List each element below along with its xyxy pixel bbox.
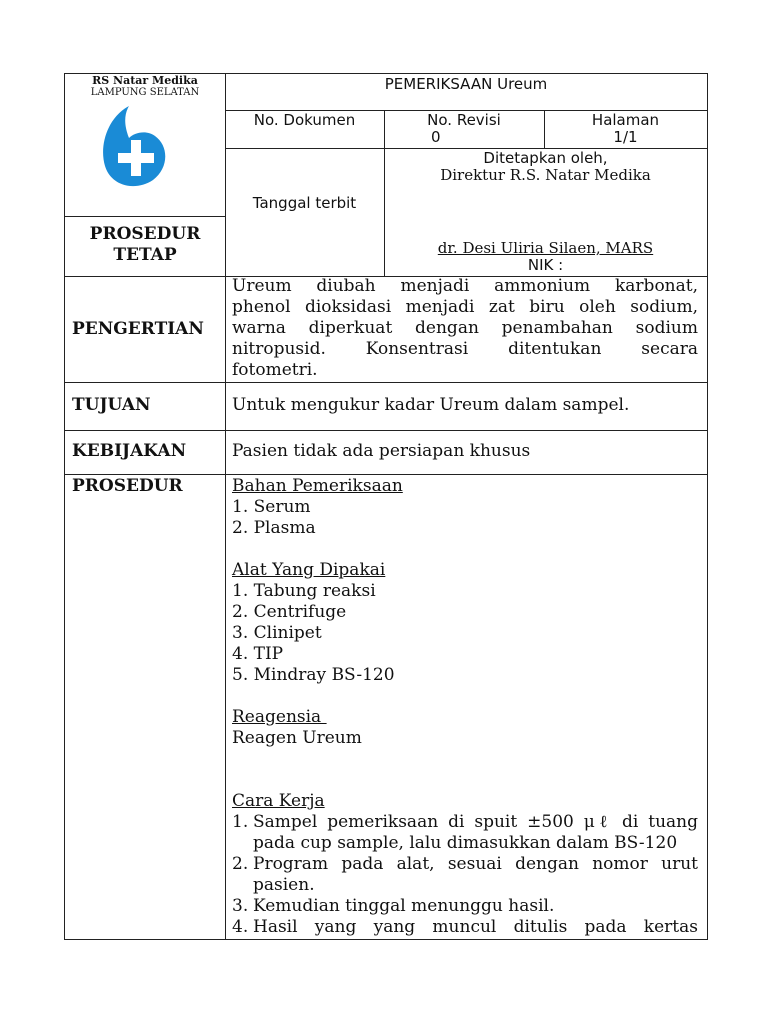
prosedur-content <box>232 476 698 938</box>
revision-block <box>384 112 544 146</box>
issue-date-label: Tanggal terbit <box>252 194 357 212</box>
hospital-name: RS Natar Medika <box>92 74 198 87</box>
step-number: 3. <box>232 896 249 916</box>
rule <box>65 474 707 475</box>
spacer <box>232 749 698 791</box>
pengertian-line: fotometri. <box>232 360 318 380</box>
step-line: pada cup sample, lalu dimasukkan dalam BS-120 <box>253 833 678 853</box>
sop-document <box>64 73 708 940</box>
hospital-region: LAMPUNG SELATAN <box>90 87 200 98</box>
rule <box>65 216 225 217</box>
pengertian-line: phenol dioksidasi menjadi zat biru oleh sodium, <box>232 297 698 317</box>
spacer <box>232 686 698 707</box>
bahan-item: 1. Serum <box>232 497 311 517</box>
bahan-item: 2. Plasma <box>232 518 316 538</box>
page-label: Halaman <box>591 111 660 129</box>
alat-item: 4. TIP <box>232 644 284 664</box>
director-title: Direktur R.S. Natar Medika <box>440 166 651 184</box>
spacer <box>232 539 698 560</box>
prosedur-label: PROSEDUR <box>72 476 183 496</box>
doc-number-label: No. Dokumen <box>253 111 356 129</box>
revision-label: No. Revisi <box>427 111 501 129</box>
protap-line2: TETAP <box>113 245 177 265</box>
bahan-heading: Bahan Pemeriksaan <box>232 476 403 496</box>
alat-item: 2. Centrifuge <box>232 602 347 622</box>
tujuan-label: TUJUAN <box>72 395 151 415</box>
rule <box>65 382 707 383</box>
revision-value: 0 <box>431 128 441 146</box>
step-line: pasien. <box>253 875 315 895</box>
step-number: 4. <box>232 917 249 937</box>
rule <box>65 430 707 431</box>
signature-block <box>384 240 707 274</box>
pengertian-line: Ureum diubah menjadi ammonium karbonat, <box>232 276 698 296</box>
pengertian-label: PENGERTIAN <box>72 319 204 339</box>
alat-item: 5. Mindray BS-120 <box>232 665 395 685</box>
pengertian-text <box>232 276 698 381</box>
hospital-block <box>65 75 225 99</box>
step-number: 1. <box>232 812 249 832</box>
kebijakan-text: Pasien tidak ada persiapan khusus <box>232 441 531 461</box>
rule <box>225 148 707 149</box>
director-name: dr. Desi Uliria Silaen, MARS <box>437 239 654 257</box>
reagensia-heading: Reagensia <box>232 707 327 727</box>
cara-step <box>232 854 698 896</box>
alat-item: 1. Tabung reaksi <box>232 581 376 601</box>
cara-step <box>232 896 698 917</box>
tujuan-text: Untuk mengukur kadar Ureum dalam sampel. <box>232 395 630 415</box>
cara-step <box>232 917 698 938</box>
page-block <box>544 112 707 146</box>
pengertian-line: warna diperkuat dengan penambahan sodium <box>232 318 698 338</box>
step-line: Sampel pemeriksaan di spuit ±500 μℓ di tuang <box>253 812 698 832</box>
page-value: 1/1 <box>613 128 638 146</box>
pengertian-line: nitropusid. Konsentrasi ditentukan secara <box>232 339 698 359</box>
alat-heading: Alat Yang Dipakai <box>232 560 386 580</box>
approval-block <box>384 150 707 184</box>
cara-heading: Cara Kerja <box>232 791 325 811</box>
step-line: Program pada alat, sesuai dengan nomor urut <box>253 854 698 874</box>
hospital-logo-icon <box>99 102 169 192</box>
cara-step <box>232 812 698 854</box>
protap-label <box>65 224 225 266</box>
cara-steps <box>232 812 698 938</box>
protap-line1: PROSEDUR <box>89 224 201 244</box>
approved-by: Ditetapkan oleh, <box>483 149 608 167</box>
alat-item: 3. Clinipet <box>232 623 322 643</box>
reagensia-text: Reagen Ureum <box>232 728 362 748</box>
nik-label: NIK : <box>527 256 564 274</box>
step-number: 2. <box>232 854 249 874</box>
step-line: Hasil yang yang muncul ditulis pada kertas <box>253 917 698 937</box>
kebijakan-label: KEBIJAKAN <box>72 441 187 461</box>
step-line: Kemudian tinggal menunggu hasil. <box>253 896 555 916</box>
rule <box>65 939 707 940</box>
document-title: PEMERIKSAAN Ureum <box>384 75 548 93</box>
